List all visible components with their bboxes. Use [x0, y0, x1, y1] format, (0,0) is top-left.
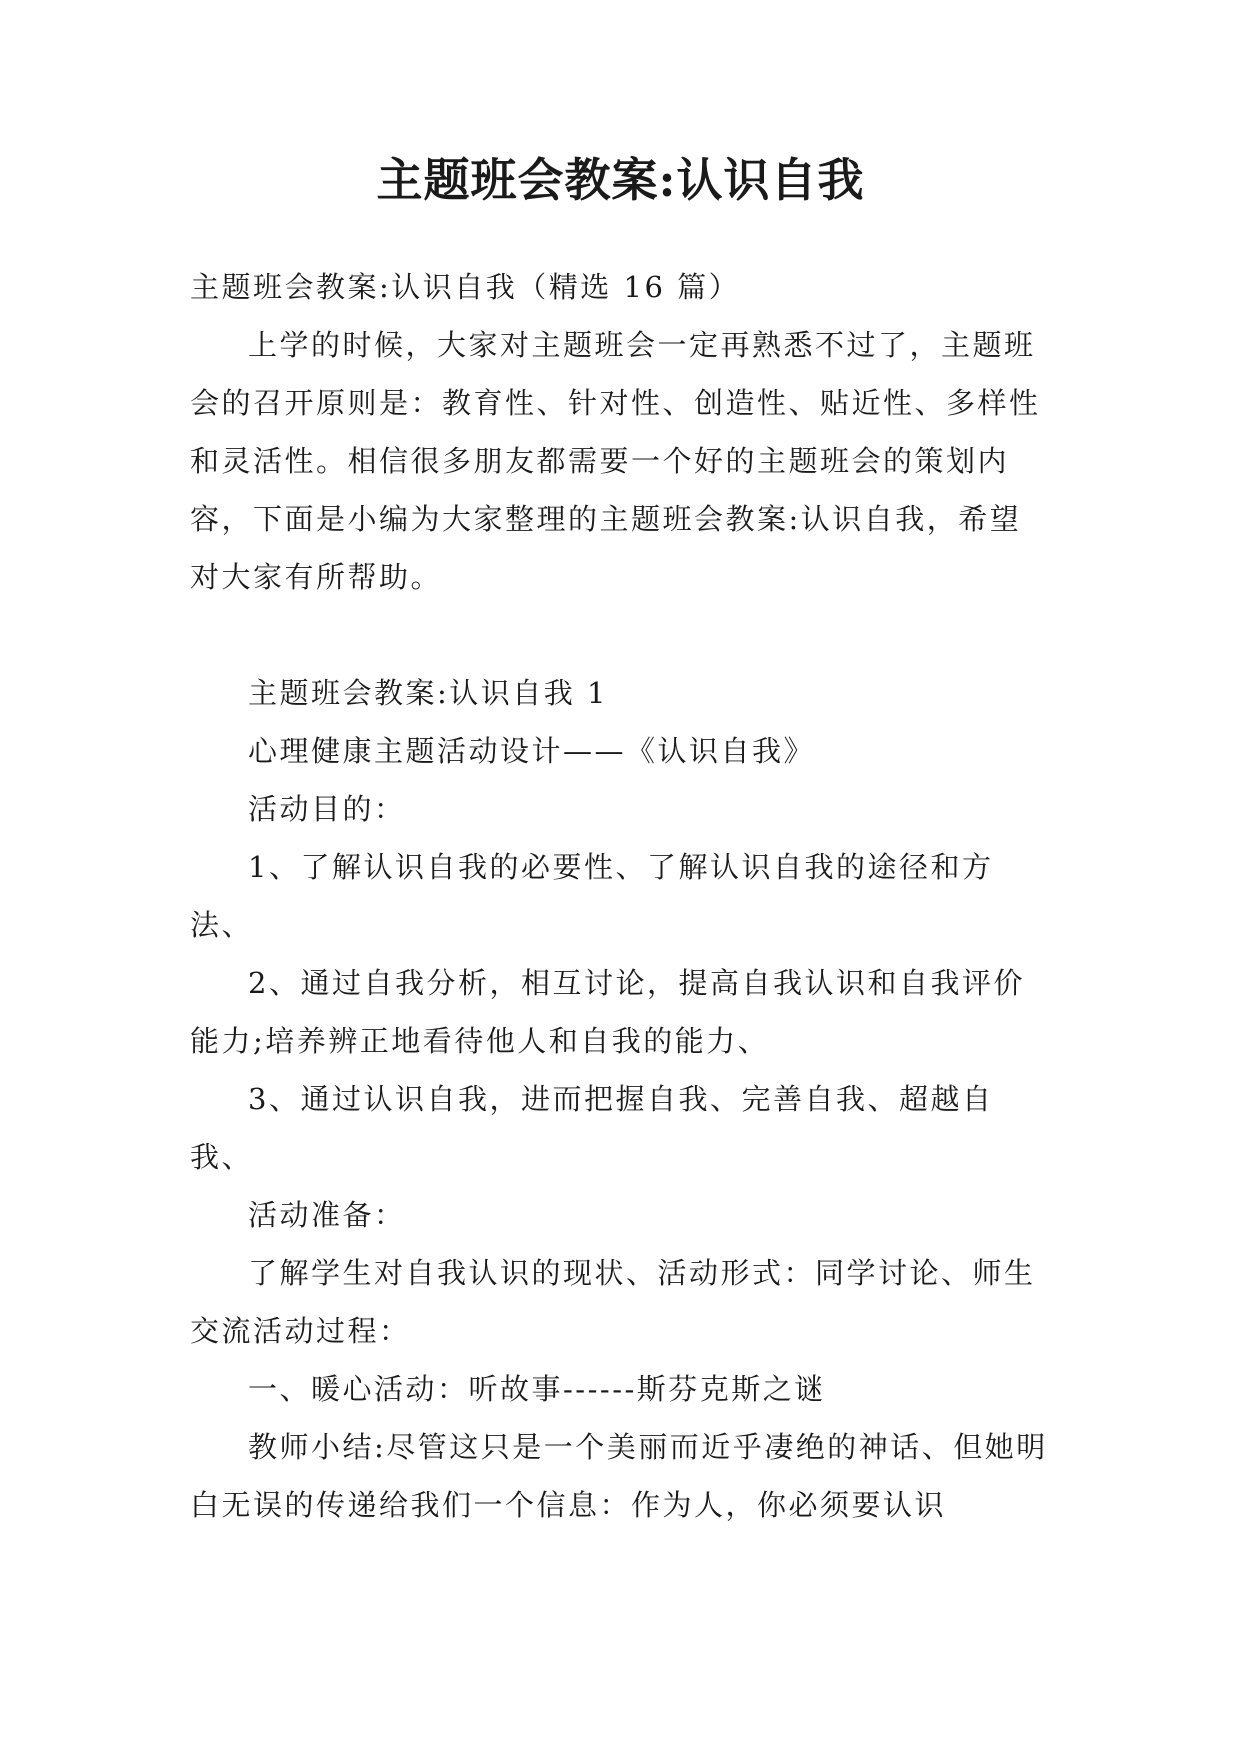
objective-item: 3、通过认识自我，进而把握自我、完善自我、超越自我、 [190, 1082, 994, 1174]
intro-paragraph: 上学的时候，大家对主题班会一定再熟悉不过了，主题班会的召开原则是：教育性、针对性、创造性、贴近性、多样性和灵活性。相信很多朋友都需要一个好的主题班会的策划内容，下面是小编为大家整理的主题班会教案:认识自我，希望对大家有所帮助。 [190, 328, 1041, 594]
objective-item: 1、了解认识自我的必要性、了解认识自我的途径和方法、 [190, 850, 994, 942]
document-subtitle: 主题班会教案:认识自我（精选 16 篇） [190, 270, 741, 304]
document-title: 主题班会教案:认识自我 [376, 153, 865, 207]
document-body [190, 258, 1052, 1534]
preparation-paragraph: 了解学生对自我认识的现状、活动形式：同学讨论、师生交流活动过程： [190, 1256, 1036, 1348]
activity-step: 一、暖心活动：听故事------斯芬克斯之谜 [248, 1372, 826, 1406]
objective-item: 2、通过自我分析，相互讨论，提高自我认识和自我评价能力;培养辨正地看待他人和自我的能力、 [190, 966, 1025, 1058]
teacher-summary: 教师小结:尽管这只是一个美丽而近乎凄绝的神话、但她明白无误的传递给我们一个信息：作为人，你必须要认识 [190, 1430, 1048, 1522]
activity-title: 心理健康主题活动设计——《认识自我》 [248, 734, 816, 768]
section-heading: 主题班会教案:认识自我 1 [248, 676, 608, 710]
objectives-heading: 活动目的： [248, 792, 406, 826]
preparation-heading: 活动准备： [248, 1198, 406, 1232]
